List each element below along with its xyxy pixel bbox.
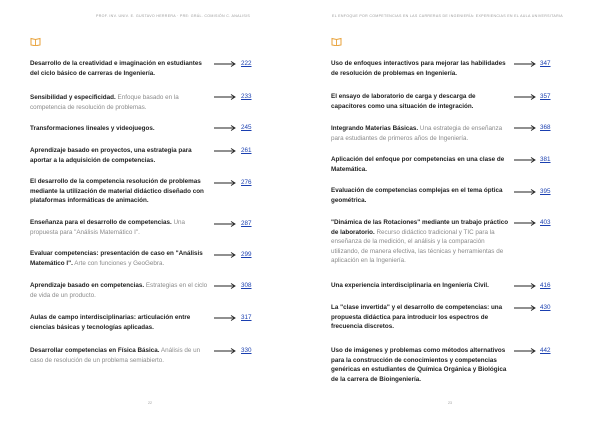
entry-title: El desarrollo de la competencia resolución de problemas mediante la utilización de material didáctico diseñado con plataformas informáticas de animación. [30,178,204,205]
toc-entry[interactable] [30,93,208,112]
entry-title: Desarrollo de la creatividad e imaginación en estudiantes del ciclo básico de carreras de Ingeniería. [30,60,202,77]
toc-entry[interactable] [30,313,208,332]
entry-title: Una experiencia interdisciplinaria en Ingeniería Civil. [331,282,489,289]
arrow-right-icon [214,148,236,154]
entry-title: Integrando Materias Básicas. [331,125,419,132]
arrow-right-icon [214,125,236,131]
toc-entry[interactable] [30,249,208,268]
arrow-right-icon [514,157,536,163]
entry-title: Evaluación de competencias complejas en el tema óptica geométrica. [331,187,503,204]
page-number-link[interactable]: 357 [540,93,551,100]
arrow-right-icon [214,94,236,100]
toc-entry[interactable] [30,281,208,300]
page-number-link[interactable]: 347 [540,60,551,67]
entry-description: Una estrategia de enseñanza para estudiantes de primeros años de Ingeniería. [331,125,503,142]
toc-entry[interactable] [331,186,509,205]
entry-title: Evaluar competencias: presentación de caso en "Análisis Matemático I". [30,250,203,267]
page-number-link[interactable]: 442 [540,347,551,354]
arrow-right-icon [514,61,536,67]
toc-entry[interactable] [331,303,509,332]
arrow-right-icon [214,180,236,186]
page-number-link[interactable]: 403 [540,219,551,226]
entry-title: Desarrollar competencias en Física Básica. [30,347,160,354]
page-folio: 23 [448,401,452,405]
entry-title: Uso de imágenes y problemas como métodos alternativos para la construcción de conocimientos y competencias genéricas en estudiantes de Química Orgánica y Biológica de la carrera de Bioingeniería. [331,347,507,383]
arrow-right-icon [214,283,236,289]
entry-description: Arte con funciones y GeoGebra. [74,259,165,267]
toc-entry[interactable] [30,124,208,134]
toc-entry[interactable] [30,146,208,165]
entry-description: Enfoque basado en la competencia de resolución de problemas. [30,94,179,111]
page-number-link[interactable]: 317 [241,314,252,321]
arrow-right-icon [514,125,536,131]
entry-description: Recurso didáctico tradicional y TIC para la enseñanza de la medición, el análisis y la comparación utilizando, de manera efectiva, las técnicas y herramientas de aplicación en la Ingeniería. [331,228,504,265]
toc-entry[interactable] [30,346,208,365]
entry-title: Sensibilidad y especificidad. [30,94,116,101]
page-number-link[interactable]: 368 [540,124,551,131]
entry-title: Aprendizaje basado en competencias. [30,282,145,289]
arrow-right-icon [214,61,236,67]
running-head: EL ENFOQUE POR COMPETENCIAS EN LAS CARRERAS DE INGENIERÍA: EXPERIENCIAS EN EL AULA UNIVERSITARIA [332,14,563,18]
arrow-right-icon [214,221,236,227]
book-icon [331,37,342,46]
page-number-link[interactable]: 276 [241,179,252,186]
arrow-right-icon [514,94,536,100]
entry-title: Transformaciones lineales y videojuegos. [30,125,155,132]
toc-entry[interactable] [331,59,509,78]
entry-title: Aprendizaje basado en proyectos, una estrategia para aportar a la adquisición de competencias. [30,147,192,164]
entry-description: Una propuesta para "Análisis Matemático I". [30,219,186,236]
page-number-link[interactable]: 245 [241,124,252,131]
page-number-link[interactable]: 395 [540,188,551,195]
entry-title: "Dinámica de las Rotaciones" mediante un trabajo práctico de laboratorio. [331,219,509,236]
arrow-right-icon [214,315,236,321]
running-head: PROF. INV. UNIV. E. GUSTAVO HERRERA · PRE: GRÁL. COMISIÓN C. ANALISIS [96,14,251,18]
arrow-right-icon [514,283,536,289]
toc-entry[interactable] [331,155,509,174]
arrow-right-icon [514,189,536,195]
page-number-link[interactable]: 233 [241,93,252,100]
toc-entry[interactable] [331,124,509,143]
arrow-right-icon [214,348,236,354]
page-number-link[interactable]: 287 [241,220,252,227]
entry-title: La "clase invertida" y el desarrollo de competencias: una propuesta didáctica para introducir los espectros de frecuencia discretos. [331,304,503,331]
page-folio: 22 [148,401,152,405]
entry-description: Estrategias en el ciclo de vida de un producto. [30,282,208,299]
arrow-right-icon [514,348,536,354]
toc-entry[interactable] [331,281,509,291]
right-page [300,0,600,424]
arrow-right-icon [514,305,536,311]
entry-title: Enseñanza para el desarrollo de competencias. [30,219,172,226]
entry-title: El ensayo de laboratorio de carga y descarga de capacitores como una situación de integración. [331,93,476,110]
toc-entry[interactable] [30,218,208,237]
arrow-right-icon [514,220,536,226]
toc-entry[interactable] [30,177,208,206]
entry-title: Aulas de campo interdisciplinarias: articulación entre ciencias básicas y tecnologías aplicadas. [30,314,191,331]
entry-description: Análisis de un caso de resolución de un problema semiabierto. [30,347,201,364]
page-number-link[interactable]: 381 [540,156,551,163]
entry-title: Aplicación del enfoque por competencias en una clase de Matemática. [331,156,505,173]
page-number-link[interactable]: 308 [241,282,252,289]
book-icon [30,37,41,46]
entry-title: Uso de enfoques interactivos para mejorar las habilidades de resolución de problemas en Ingeniería. [331,60,506,77]
page-number-link[interactable]: 416 [540,282,551,289]
toc-entry[interactable] [331,346,509,384]
page-number-link[interactable]: 299 [241,251,252,258]
page-number-link[interactable]: 330 [241,347,252,354]
toc-entry[interactable] [331,92,509,111]
arrow-right-icon [214,252,236,258]
page-number-link[interactable]: 430 [540,304,551,311]
toc-entry[interactable] [30,59,208,78]
page-number-link[interactable]: 261 [241,147,252,154]
toc-entry[interactable] [331,218,509,266]
page-number-link[interactable]: 222 [241,60,252,67]
